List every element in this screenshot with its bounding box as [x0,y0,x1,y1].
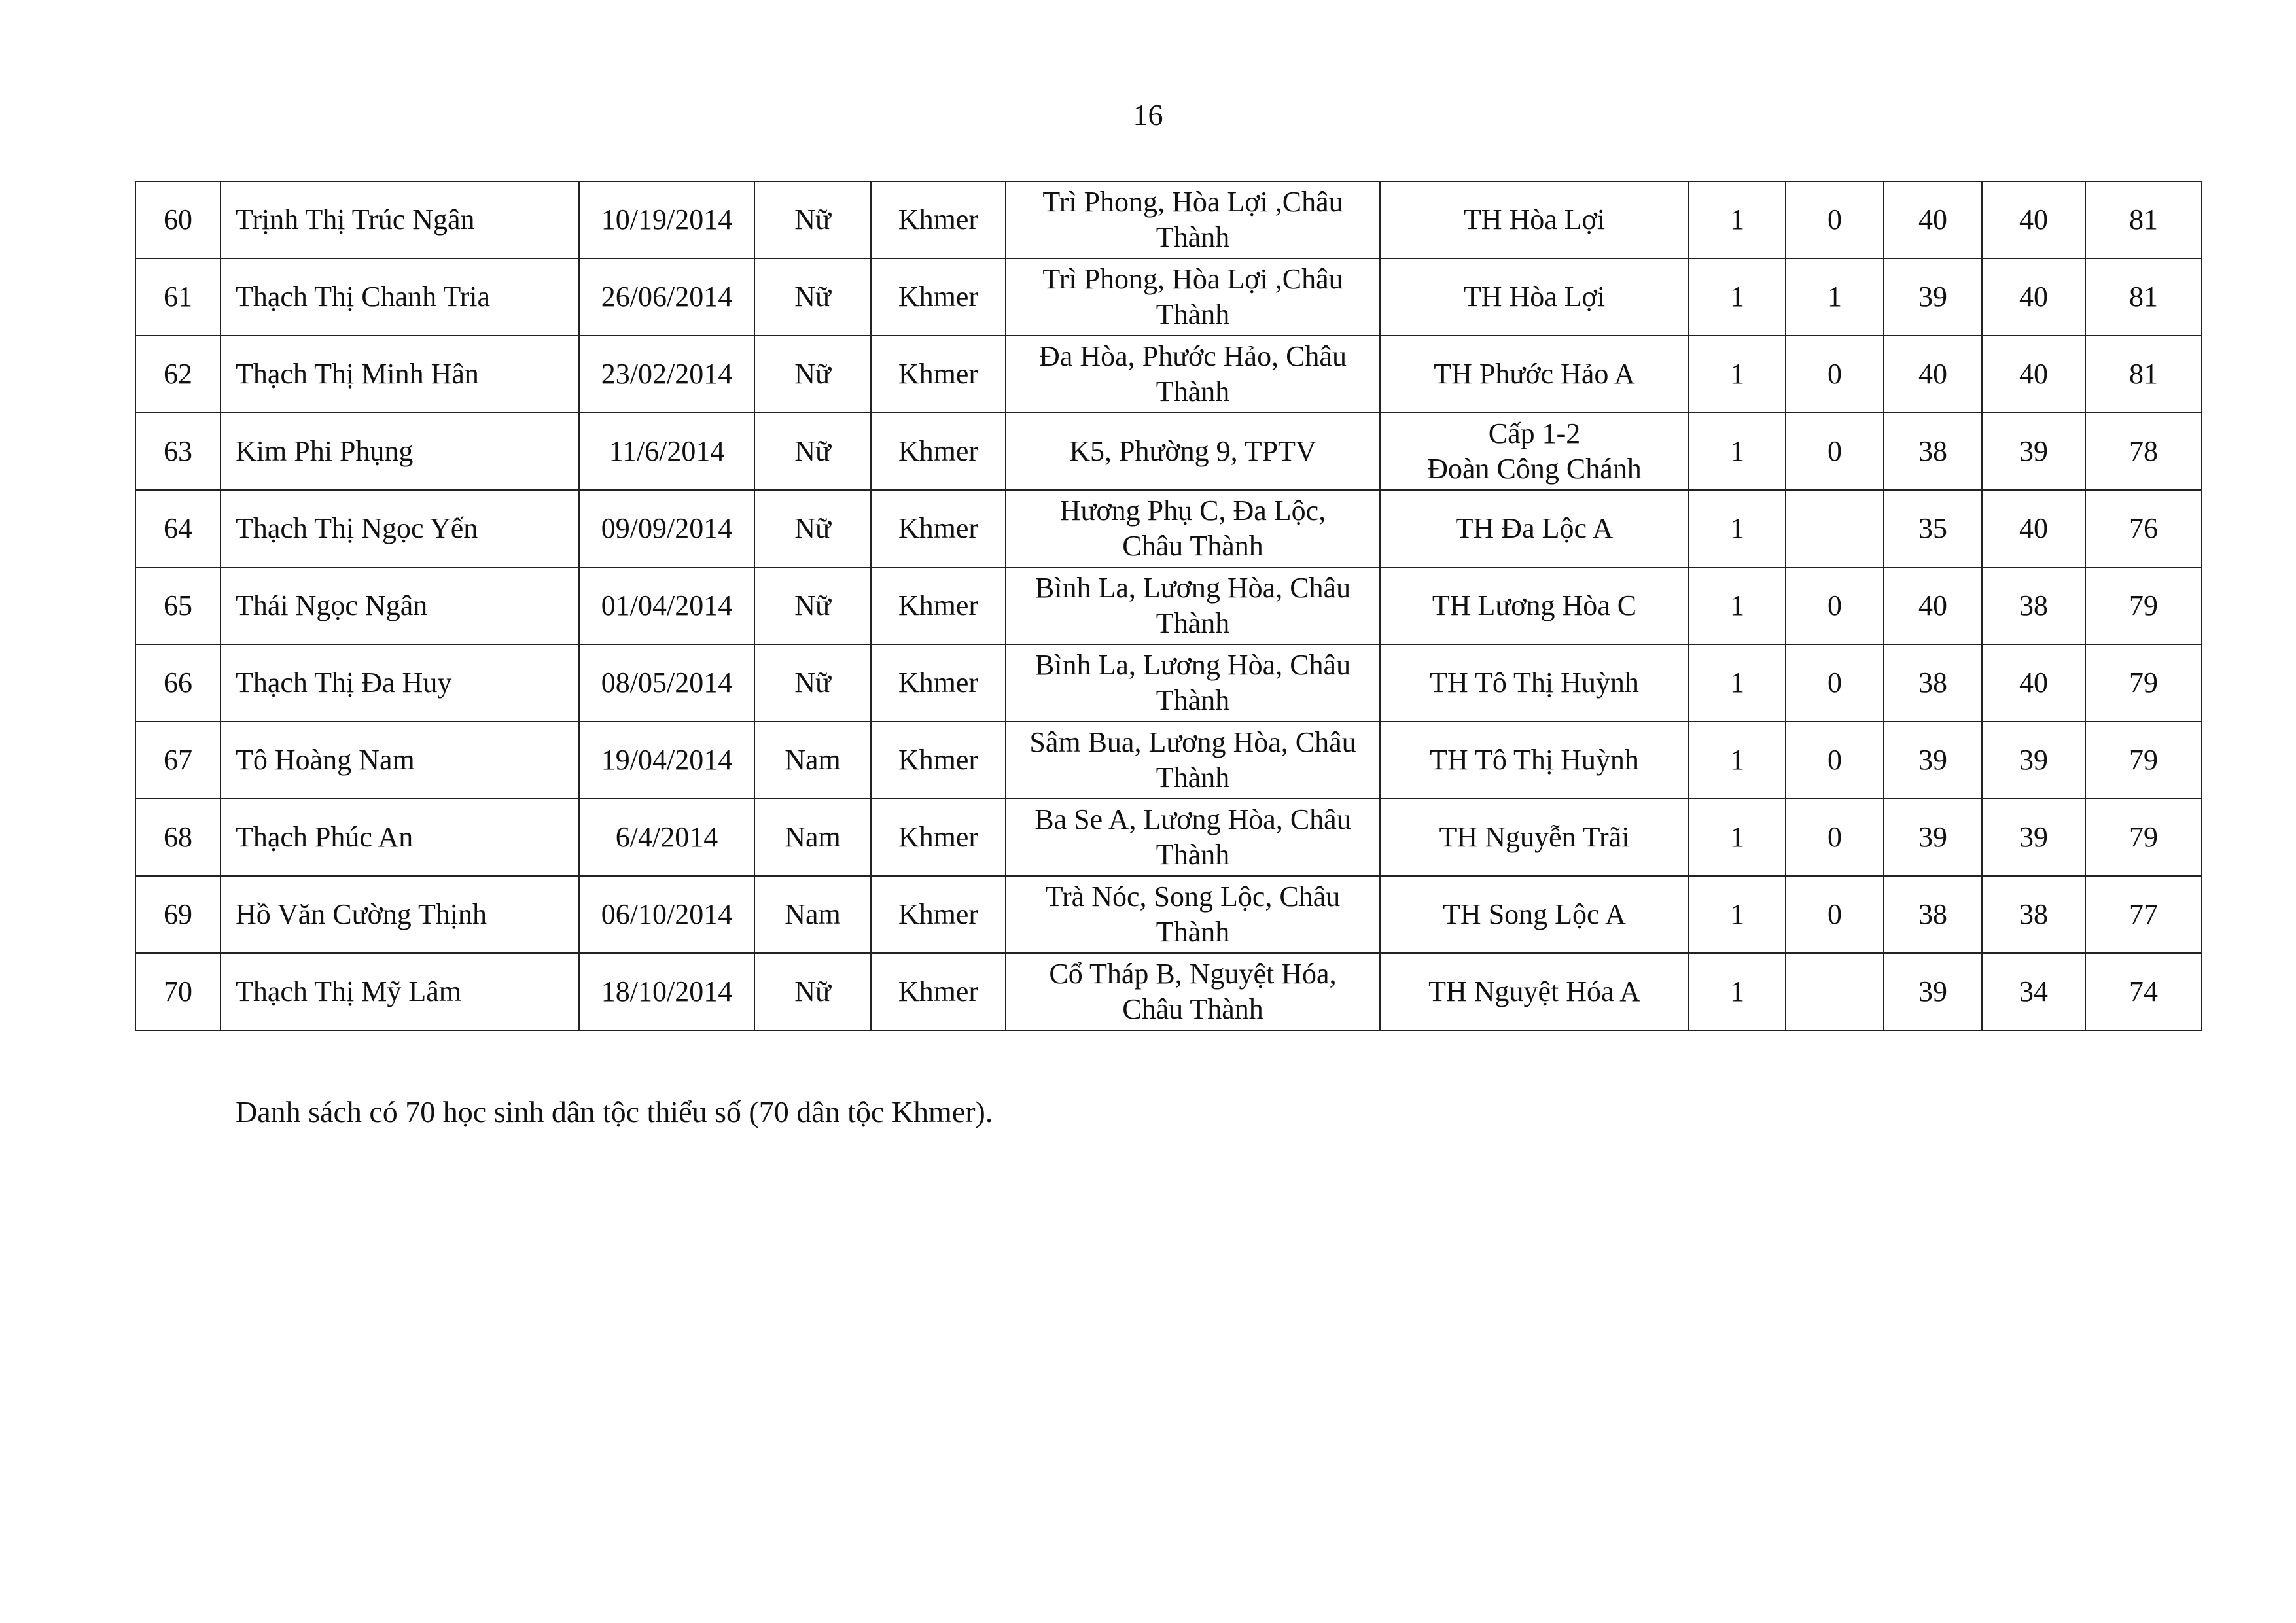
cell-score-3: 40 [1884,567,1982,644]
cell-school-line: TH Hòa Lợi [1463,281,1606,313]
table-row [135,644,2202,722]
cell-school-line: TH Nguyệt Hóa A [1428,975,1640,1007]
cell-school [1380,876,1689,953]
cell-address-line: Trì Phong, Hòa Lợi ,Châu [1042,263,1343,295]
cell-gender: Nữ [754,413,871,490]
cell-score-4: 40 [1982,644,2085,722]
cell-gender: Nữ [754,258,871,336]
cell-ethnicity: Khmer [871,490,1006,567]
cell-ethnicity: Khmer [871,413,1006,490]
cell-dob: 23/02/2014 [579,336,754,413]
cell-score-4: 40 [1982,258,2085,336]
cell-school [1380,413,1689,490]
cell-name: Thạch Thị Minh Hân [221,336,579,413]
cell-school-line: TH Đa Lộc A [1455,512,1614,544]
cell-score-2: 0 [1786,799,1884,876]
cell-school [1380,490,1689,567]
cell-address-line: Hương Phụ C, Đa Lộc, [1059,495,1326,527]
cell-address [1006,181,1380,258]
table-row [135,567,2202,644]
cell-dob: 19/04/2014 [579,722,754,799]
cell-name: Thạch Thị Chanh Tria [221,258,579,336]
cell-dob: 18/10/2014 [579,953,754,1030]
cell-address [1006,567,1380,644]
cell-dob: 6/4/2014 [579,799,754,876]
cell-school-line: TH Hòa Lợi [1463,203,1606,236]
cell-score-2 [1786,953,1884,1030]
cell-address-line: Thành [1156,761,1230,794]
cell-score-3: 39 [1884,953,1982,1030]
cell-name: Thái Ngọc Ngân [221,567,579,644]
cell-school-line: TH Nguyễn Trãi [1439,821,1630,853]
cell-score-3: 39 [1884,799,1982,876]
cell-name: Kim Phi Phụng [221,413,579,490]
table-row [135,490,2202,567]
cell-address-line: Cổ Tháp B, Nguyệt Hóa, [1049,958,1337,990]
cell-score-3: 39 [1884,258,1982,336]
cell-total: 79 [2085,644,2202,722]
cell-total: 74 [2085,953,2202,1030]
cell-name: Trịnh Thị Trúc Ngân [221,181,579,258]
cell-score-4: 39 [1982,722,2085,799]
cell-school [1380,799,1689,876]
cell-address [1006,490,1380,567]
table-row [135,258,2202,336]
cell-stt: 65 [135,567,221,644]
cell-total: 79 [2085,799,2202,876]
cell-address [1006,336,1380,413]
cell-score-2: 0 [1786,567,1884,644]
cell-score-1: 1 [1689,490,1786,567]
cell-score-2: 1 [1786,258,1884,336]
cell-address-line: Đa Hòa, Phước Hảo, Châu [1039,340,1347,372]
cell-score-2: 0 [1786,181,1884,258]
cell-score-1: 1 [1689,722,1786,799]
cell-score-4: 40 [1982,490,2085,567]
cell-stt: 69 [135,876,221,953]
cell-score-4: 39 [1982,799,2085,876]
cell-stt: 66 [135,644,221,722]
cell-score-1: 1 [1689,799,1786,876]
cell-ethnicity: Khmer [871,181,1006,258]
cell-stt: 64 [135,490,221,567]
cell-score-1: 1 [1689,413,1786,490]
cell-score-3: 38 [1884,876,1982,953]
cell-score-2: 0 [1786,644,1884,722]
cell-address [1006,258,1380,336]
cell-ethnicity: Khmer [871,722,1006,799]
cell-stt: 63 [135,413,221,490]
cell-dob: 26/06/2014 [579,258,754,336]
cell-school [1380,953,1689,1030]
cell-total: 81 [2085,181,2202,258]
cell-address-line: Trì Phong, Hòa Lợi ,Châu [1042,186,1343,218]
table-row [135,799,2202,876]
cell-score-2: 0 [1786,413,1884,490]
cell-score-2: 0 [1786,722,1884,799]
cell-address-line: Thành [1156,607,1230,639]
cell-gender: Nữ [754,644,871,722]
cell-address-line: Thành [1156,684,1230,716]
cell-stt: 67 [135,722,221,799]
cell-score-4: 34 [1982,953,2085,1030]
footer-note: Danh sách có 70 học sinh dân tộc thiểu số (70 dân tộc Khmer). [236,1095,993,1128]
cell-address-line: Trà Nóc, Song Lộc, Châu [1045,881,1341,913]
cell-gender: Nam [754,876,871,953]
cell-address-line: Bình La, Lương Hòa, Châu [1034,649,1351,681]
cell-address [1006,799,1380,876]
table-row [135,953,2202,1030]
cell-ethnicity: Khmer [871,258,1006,336]
cell-address-line: Thành [1156,839,1230,871]
cell-dob: 09/09/2014 [579,490,754,567]
cell-score-1: 1 [1689,876,1786,953]
cell-address [1006,413,1380,490]
cell-address-line: Bình La, Lương Hòa, Châu [1034,572,1351,604]
table-row [135,722,2202,799]
cell-score-3: 38 [1884,644,1982,722]
cell-address-line: Thành [1156,298,1230,330]
cell-school-line: TH Tô Thị Huỳnh [1430,744,1639,776]
cell-ethnicity: Khmer [871,876,1006,953]
table-row [135,413,2202,490]
cell-score-3: 39 [1884,722,1982,799]
cell-stt: 68 [135,799,221,876]
cell-score-1: 1 [1689,644,1786,722]
cell-address-line: Ba Se A, Lương Hòa, Châu [1034,803,1351,835]
cell-name: Thạch Thị Đa Huy [221,644,579,722]
cell-address-line: K5, Phường 9, TPTV [1069,435,1316,467]
cell-name: Thạch Thị Mỹ Lâm [221,953,579,1030]
cell-name: Tô Hoàng Nam [221,722,579,799]
cell-stt: 61 [135,258,221,336]
cell-ethnicity: Khmer [871,799,1006,876]
cell-school-line: TH Lương Hòa C [1432,589,1637,621]
cell-school [1380,336,1689,413]
cell-total: 78 [2085,413,2202,490]
cell-school [1380,258,1689,336]
cell-score-1: 1 [1689,953,1786,1030]
cell-total: 79 [2085,722,2202,799]
cell-score-1: 1 [1689,567,1786,644]
cell-address [1006,644,1380,722]
cell-total: 81 [2085,258,2202,336]
cell-name: Thạch Thị Ngọc Yến [221,490,579,567]
cell-total: 76 [2085,490,2202,567]
cell-total: 81 [2085,336,2202,413]
cell-score-3: 35 [1884,490,1982,567]
cell-score-2: 0 [1786,336,1884,413]
cell-gender: Nữ [754,953,871,1030]
cell-school-line: Đoàn Công Chánh [1427,453,1642,485]
table-row [135,876,2202,953]
cell-address [1006,876,1380,953]
cell-dob: 01/04/2014 [579,567,754,644]
cell-gender: Nữ [754,181,871,258]
cell-score-4: 40 [1982,181,2085,258]
cell-address-line: Sâm Bua, Lương Hòa, Châu [1029,726,1356,758]
cell-score-4: 39 [1982,413,2085,490]
page-number: 16 [1133,98,1163,131]
cell-dob: 08/05/2014 [579,644,754,722]
cell-address-line: Thành [1156,375,1230,408]
cell-score-4: 38 [1982,567,2085,644]
table-row [135,336,2202,413]
cell-gender: Nữ [754,567,871,644]
cell-school [1380,567,1689,644]
cell-gender: Nam [754,722,871,799]
cell-gender: Nam [754,799,871,876]
table-body [135,181,2202,1030]
cell-score-4: 40 [1982,336,2085,413]
cell-score-1: 1 [1689,181,1786,258]
cell-name: Thạch Phúc An [221,799,579,876]
cell-address [1006,953,1380,1030]
cell-school [1380,722,1689,799]
cell-gender: Nữ [754,336,871,413]
cell-score-1: 1 [1689,336,1786,413]
cell-dob: 06/10/2014 [579,876,754,953]
cell-stt: 70 [135,953,221,1030]
cell-address-line: Thành [1156,916,1230,948]
cell-address-line: Châu Thành [1122,530,1263,562]
cell-stt: 62 [135,336,221,413]
cell-ethnicity: Khmer [871,644,1006,722]
cell-ethnicity: Khmer [871,953,1006,1030]
cell-score-3: 38 [1884,413,1982,490]
cell-stt: 60 [135,181,221,258]
cell-school [1380,181,1689,258]
cell-score-3: 40 [1884,181,1982,258]
cell-address [1006,722,1380,799]
cell-dob: 11/6/2014 [579,413,754,490]
cell-dob: 10/19/2014 [579,181,754,258]
cell-score-2 [1786,490,1884,567]
cell-score-2: 0 [1786,876,1884,953]
cell-score-4: 38 [1982,876,2085,953]
cell-school-line: TH Song Lộc A [1443,898,1626,930]
table-row [135,181,2202,258]
cell-name: Hồ Văn Cường Thịnh [221,876,579,953]
cell-total: 77 [2085,876,2202,953]
cell-school-line: TH Tô Thị Huỳnh [1430,667,1639,699]
cell-total: 79 [2085,567,2202,644]
cell-school-line: TH Phước Hảo A [1434,358,1635,390]
cell-score-1: 1 [1689,258,1786,336]
cell-address-line: Thành [1156,221,1230,253]
cell-score-3: 40 [1884,336,1982,413]
cell-school [1380,644,1689,722]
student-table [135,181,2202,1031]
cell-ethnicity: Khmer [871,567,1006,644]
cell-ethnicity: Khmer [871,336,1006,413]
cell-address-line: Châu Thành [1122,993,1263,1025]
cell-gender: Nữ [754,490,871,567]
cell-school-line: Cấp 1-2 [1488,417,1581,449]
